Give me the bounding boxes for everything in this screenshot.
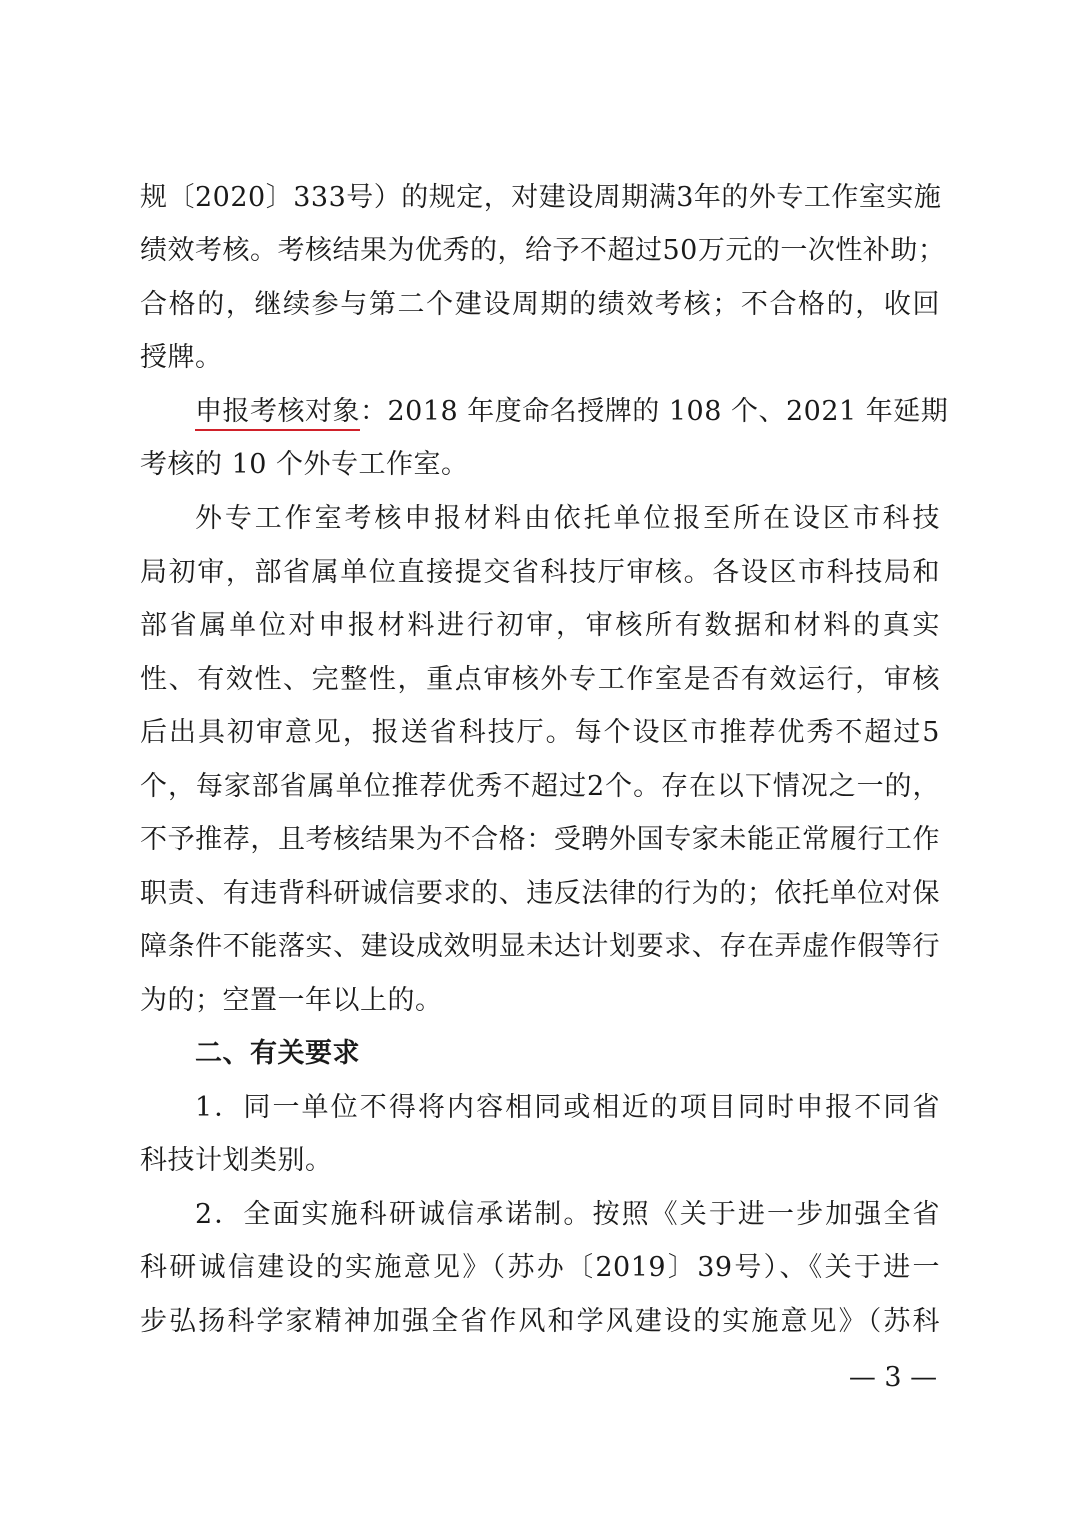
body-line-21: 步弘扬科学家精神加强全省作风和学风建设的实施意见》（苏科 (140, 1306, 940, 1337)
body-line-17: 1．同一单位不得将内容相同或相近的项目同时申报不同省 (195, 1092, 940, 1123)
body-line-18: 科技计划类别。 (140, 1145, 333, 1176)
body-line-16: 为的；空置一年以上的。 (140, 985, 443, 1016)
body-line-11: 后出具初审意见，报送省科技厅。每个设区市推荐优秀不超过5 (140, 717, 940, 748)
body-line-2: 绩效考核。考核结果为优秀的，给予不超过50万元的一次性补助； (140, 235, 946, 266)
body-line-12: 个，每家部省属单位推荐优秀不超过2个。存在以下情况之一的， (140, 771, 940, 802)
body-line-6: 考核的 10 个外专工作室。 (140, 449, 469, 480)
body-line-5-rest: ：2018 年度命名授牌的 108 个、2021 年延期 (360, 396, 949, 427)
underlined-term: 申报考核对象 (195, 396, 360, 431)
body-line-10: 性、有效性、完整性，重点审核外专工作室是否有效运行，审核 (140, 664, 940, 695)
body-line-5 (195, 392, 949, 432)
body-line-8: 局初审，部省属单位直接提交省科技厅审核。各设区市科技局和 (140, 557, 940, 588)
body-line-19: 2．全面实施科研诚信承诺制。按照《关于进一步加强全省 (195, 1199, 940, 1230)
body-line-4: 授牌。 (140, 342, 223, 373)
body-line-7: 外专工作室考核申报材料由依托单位报至所在设区市科技 (195, 503, 940, 534)
body-line-3: 合格的，继续参与第二个建设周期的绩效考核；不合格的，收回 (140, 289, 940, 320)
body-line-1: 规〔2020〕333号）的规定，对建设周期满3年的外专工作室实施 (140, 182, 942, 213)
body-line-15: 障条件不能落实、建设成效明显未达计划要求、存在弄虚作假等行 (140, 931, 940, 962)
page-number: — 3 — (848, 1362, 938, 1393)
section-heading: 二、有关要求 (195, 1038, 360, 1069)
body-line-20: 科研诚信建设的实施意见》（苏办〔2019〕39号）、《关于进一 (140, 1252, 940, 1283)
body-line-9: 部省属单位对申报材料进行初审，审核所有数据和材料的真实 (140, 610, 940, 641)
body-line-14: 职责、有违背科研诚信要求的、违反法律的行为的；依托单位对保 (140, 878, 940, 909)
body-line-13: 不予推荐，且考核结果为不合格：受聘外国专家未能正常履行工作 (140, 824, 940, 855)
